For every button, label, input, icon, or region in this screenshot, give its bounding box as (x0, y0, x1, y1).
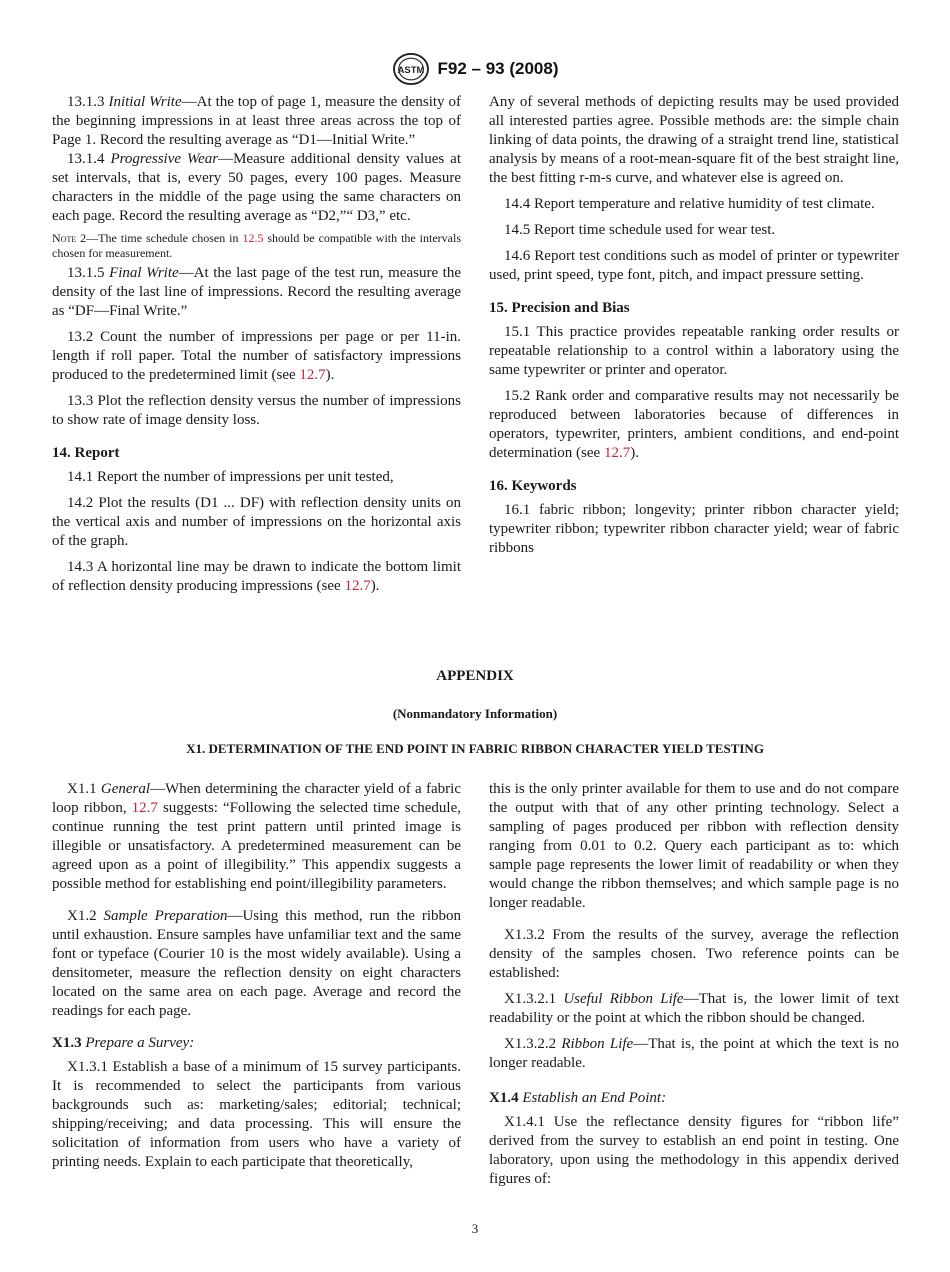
astm-logo-icon (392, 52, 430, 86)
note-2: Note 2—The time schedule chosen in 12.5 should be compatible with the intervals chosen for measurement. (52, 231, 461, 260)
para-x1-1: X1.1 General—When determining the character yield of a fabric loop ribbon, 12.7 suggests: “Following the selected time schedule, continue running the test print pattern until printed image is illegible or unsatisfactory. A predetermined measurement can be agreed upon as a point of illegibility.” This appendix suggests a possible method for establishing end point/illegibility parameters. (52, 781, 461, 892)
link-12-7[interactable]: 12.7 (603, 445, 631, 461)
section-heading-x1-3: X1.3 Prepare a Survey: (52, 1035, 195, 1051)
para-13-2: 13.2 Count the number of impressions per page or per 11-in. length if roll paper. Total the number of satisfactory impressions produced to the predetermined limit (see 12.7). (52, 329, 461, 383)
right-column-bottom (489, 780, 899, 1189)
para-x1-3-1-cont: this is the only printer available for them to use and do not compare the output with that of any other printing technology. Select a sampling of pages produced per ribbon with reflection density ranging from 0.01 to 0.2. Query each participant as to: which sample page represents the lower limit of readability or when they would change the ribbon themselves; and which sample page is no longer readable. (489, 781, 899, 911)
left-column-top (52, 93, 461, 596)
para-x1-2: X1.2 Sample Preparation—Using this method, run the ribbon until exhaustion. Ensure samples have unfamiliar text and the same font or typeface (Courier 10 is the most widely available). Using a densitometer, measure the reflection density on eight characters located on the same area on each page. Average and record the readings for each page. (52, 908, 461, 1019)
link-12-5[interactable]: 12.5 (242, 231, 264, 245)
para-x1-3-2-1: X1.3.2.1 Useful Ribbon Life—That is, the lower limit of text readability or the point at which the ribbon should be changed. (489, 991, 899, 1026)
page-number: 3 (471, 1221, 479, 1236)
para-14-3: 14.3 A horizontal line may be drawn to indicate the bottom limit of reflection density producing impressions (see 12.7). (52, 559, 461, 594)
para-13-1-5: 13.1.5 Final Write—At the last page of the test run, measure the density of the last line of impressions. Record the resulting average as “DF—Final Write.” (52, 265, 461, 319)
para-x1-3-2: X1.3.2 From the results of the survey, average the reflection density of the samples chosen. Two reference points can be established: (489, 927, 899, 981)
left-column-bottom (52, 780, 461, 1172)
logo-text: ASTM (397, 64, 424, 76)
para-14-4: 14.4 Report temperature and relative humidity of test climate. (504, 196, 875, 212)
para-x1-3-1: X1.3.1 Establish a base of a minimum of 15 survey participants. It is recommended to select the participants from various backgrounds such as: marketing/sales; editorial; technical; shipping/receiving; and data processing. This will ensure the solicitation of information from users who have a variety of printing needs. Explain to each participate that theoretically, (52, 1059, 461, 1170)
para-13-3: 13.3 Plot the reflection density versus the number of impressions to show rate of image density loss. (52, 393, 461, 428)
para-16-1: 16.1 fabric ribbon; longevity; printer ribbon character yield; typewriter ribbon; typewriter ribbon character yield; wear of fabric ribbons (489, 502, 899, 556)
right-column-top (489, 93, 899, 558)
para-14-2: 14.2 Plot the results (D1 ... DF) with reflection density units on the vertical axis and number of impressions on the horizontal axis of the graph. (52, 495, 461, 549)
appendix-title: APPENDIX (436, 668, 514, 684)
para-14-5: 14.5 Report time schedule used for wear test. (504, 222, 776, 238)
para-methods: Any of several methods of depicting results may be used provided all interested parties agree. Possible methods are: the simple chain linking of data points, the drawing of a straight trend line, statistical analysis by means of a root-mean-square fit of the best straight line, the best fitting r-m-s curve, and whatever else is agreed on. (489, 94, 899, 186)
appendix-subtitle: (Nonmandatory Information) (392, 706, 558, 721)
para-x1-4-1: X1.4.1 Use the reflectance density figures for “ribbon life” derived from the survey to establish an end point in testing. One laboratory, upon using the methodology in this appendix derived figures of: (489, 1114, 899, 1187)
appendix-section-title: X1. DETERMINATION OF THE END POINT IN FABRIC RIBBON CHARACTER YIELD TESTING (186, 741, 764, 756)
para-14-1: 14.1 Report the number of impressions per unit tested, (67, 469, 394, 485)
para-13-1-3: 13.1.3 Initial Write—At the top of page 1, measure the density of the beginning impressions in at least three areas across the top of Page 1. Record the resulting average as “D1—Initial Write.” (52, 94, 461, 148)
para-13-1-4: 13.1.4 Progressive Wear—Measure additional density values at set intervals, that is, every 50 pages, every 100 pages. Measure characters in the middle of the page using the same characters on each page. Record the resulting average as “D2,”“ D3,” etc. (52, 151, 462, 224)
section-heading-precision: 15. Precision and Bias (489, 300, 630, 316)
para-15-1: 15.1 This practice provides repeatable ranking order results or repeatable relationship to a control within a laboratory using the same typewriter or printer and operator. (489, 324, 899, 378)
para-14-6: 14.6 Report test conditions such as model of printer or typewriter used, print speed, type font, pitch, and impact pressure setting. (489, 248, 899, 283)
document-id: F92 – 93 (2008) (437, 59, 559, 78)
link-12-7[interactable]: 12.7 (131, 800, 158, 816)
section-heading-report: 14. Report (52, 445, 120, 461)
page-header (0, 52, 950, 86)
para-x1-3-2-2: X1.3.2.2 Ribbon Life—That is, the point at which the text is no longer readable. (489, 1036, 899, 1071)
section-heading-x1-4: X1.4 Establish an End Point: (489, 1090, 667, 1106)
para-15-2: 15.2 Rank order and comparative results may not necessarily be reproduced between laboratories because of differences in operators, typewriter, printers, ambient conditions, and end-point determination (see 12.7). (489, 388, 899, 461)
link-12-7[interactable]: 12.7 (299, 367, 326, 383)
link-12-7[interactable]: 12.7 (344, 578, 371, 594)
section-heading-keywords: 16. Keywords (489, 478, 577, 494)
